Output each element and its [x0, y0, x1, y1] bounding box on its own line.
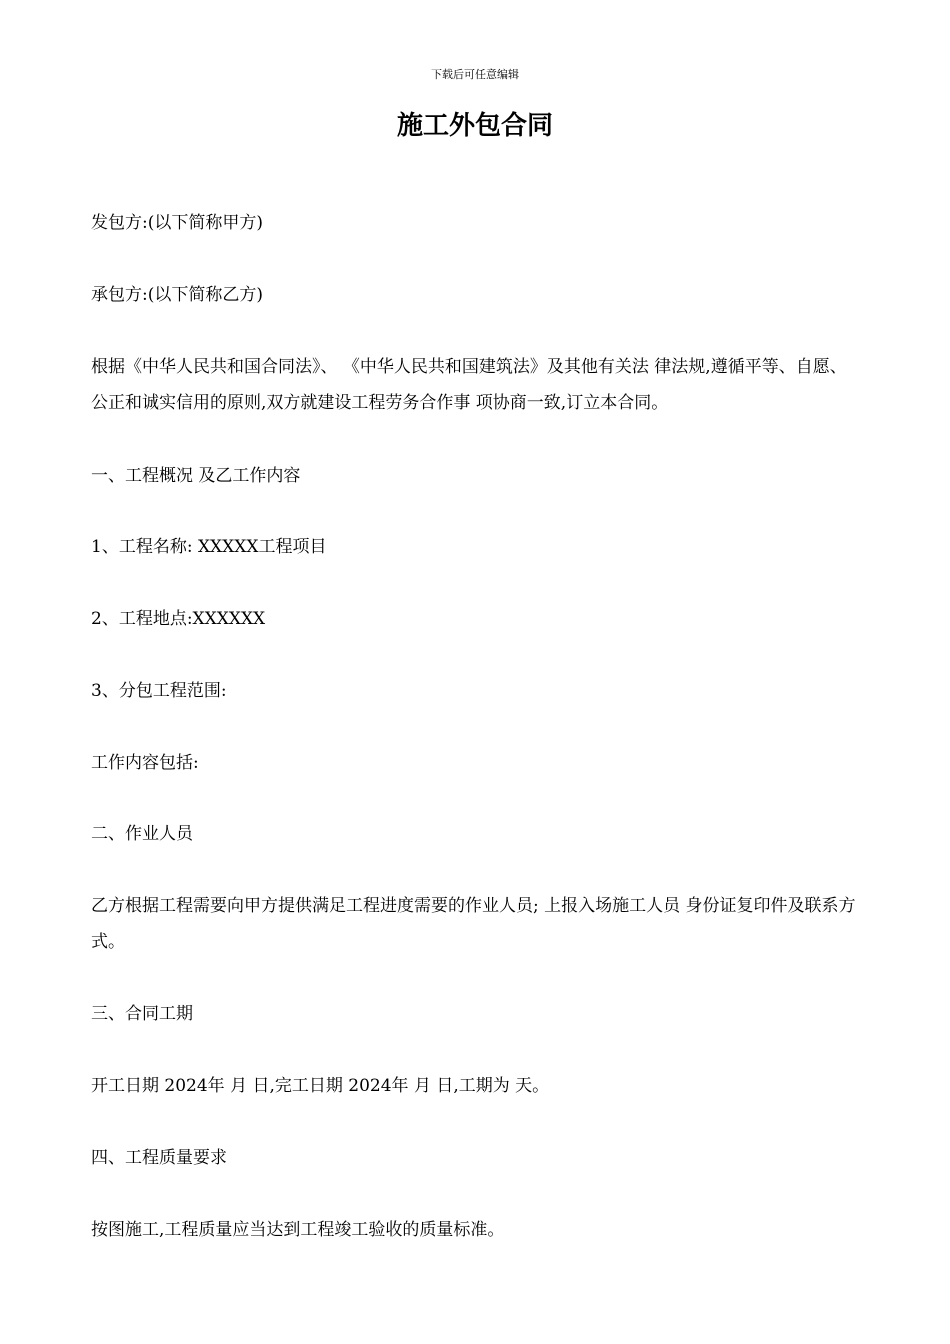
section-3-heading: 三、合同工期: [91, 1004, 193, 1024]
party-b-line: 承包方:(以下简称乙方): [91, 285, 263, 305]
project-location-line: 2、工程地点:XXXXXX: [91, 609, 266, 629]
subcontract-scope-line: 3、分包工程范围:: [91, 681, 227, 701]
section-1-heading: 一、工程概况 及乙工作内容: [91, 466, 301, 486]
preamble-paragraph: 根据《中华人民共和国合同法》、 《中华人民共和国建筑法》及其他有关法 律法规,遵循平等、自愿、公正和诚实信用的原则,双方就建设工程劳务合作事 项协商一致,订立本合同。: [91, 357, 847, 413]
schedule-line: 开工日期 2024年 月 日,完工日期 2024年 月 日,工期为 天。: [91, 1076, 550, 1096]
project-name-line: 1、工程名称: XXXXX工程项目: [91, 537, 327, 557]
work-content-line: 工作内容包括:: [91, 753, 199, 773]
party-a-line: 发包方:(以下简称甲方): [91, 213, 263, 233]
section-2-heading: 二、作业人员: [91, 824, 193, 844]
quality-line: 按图施工,工程质量应当达到工程竣工验收的质量标准。: [91, 1220, 505, 1240]
personnel-paragraph: 乙方根据工程需要向甲方提供满足工程进度需要的作业人员; 上报入场施工人员 身份证复印件及联系方式。: [91, 896, 856, 952]
header-note: 下载后可任意编辑: [431, 68, 519, 81]
section-4-heading: 四、工程质量要求: [91, 1148, 227, 1168]
document-title: 施工外包合同: [396, 111, 553, 141]
